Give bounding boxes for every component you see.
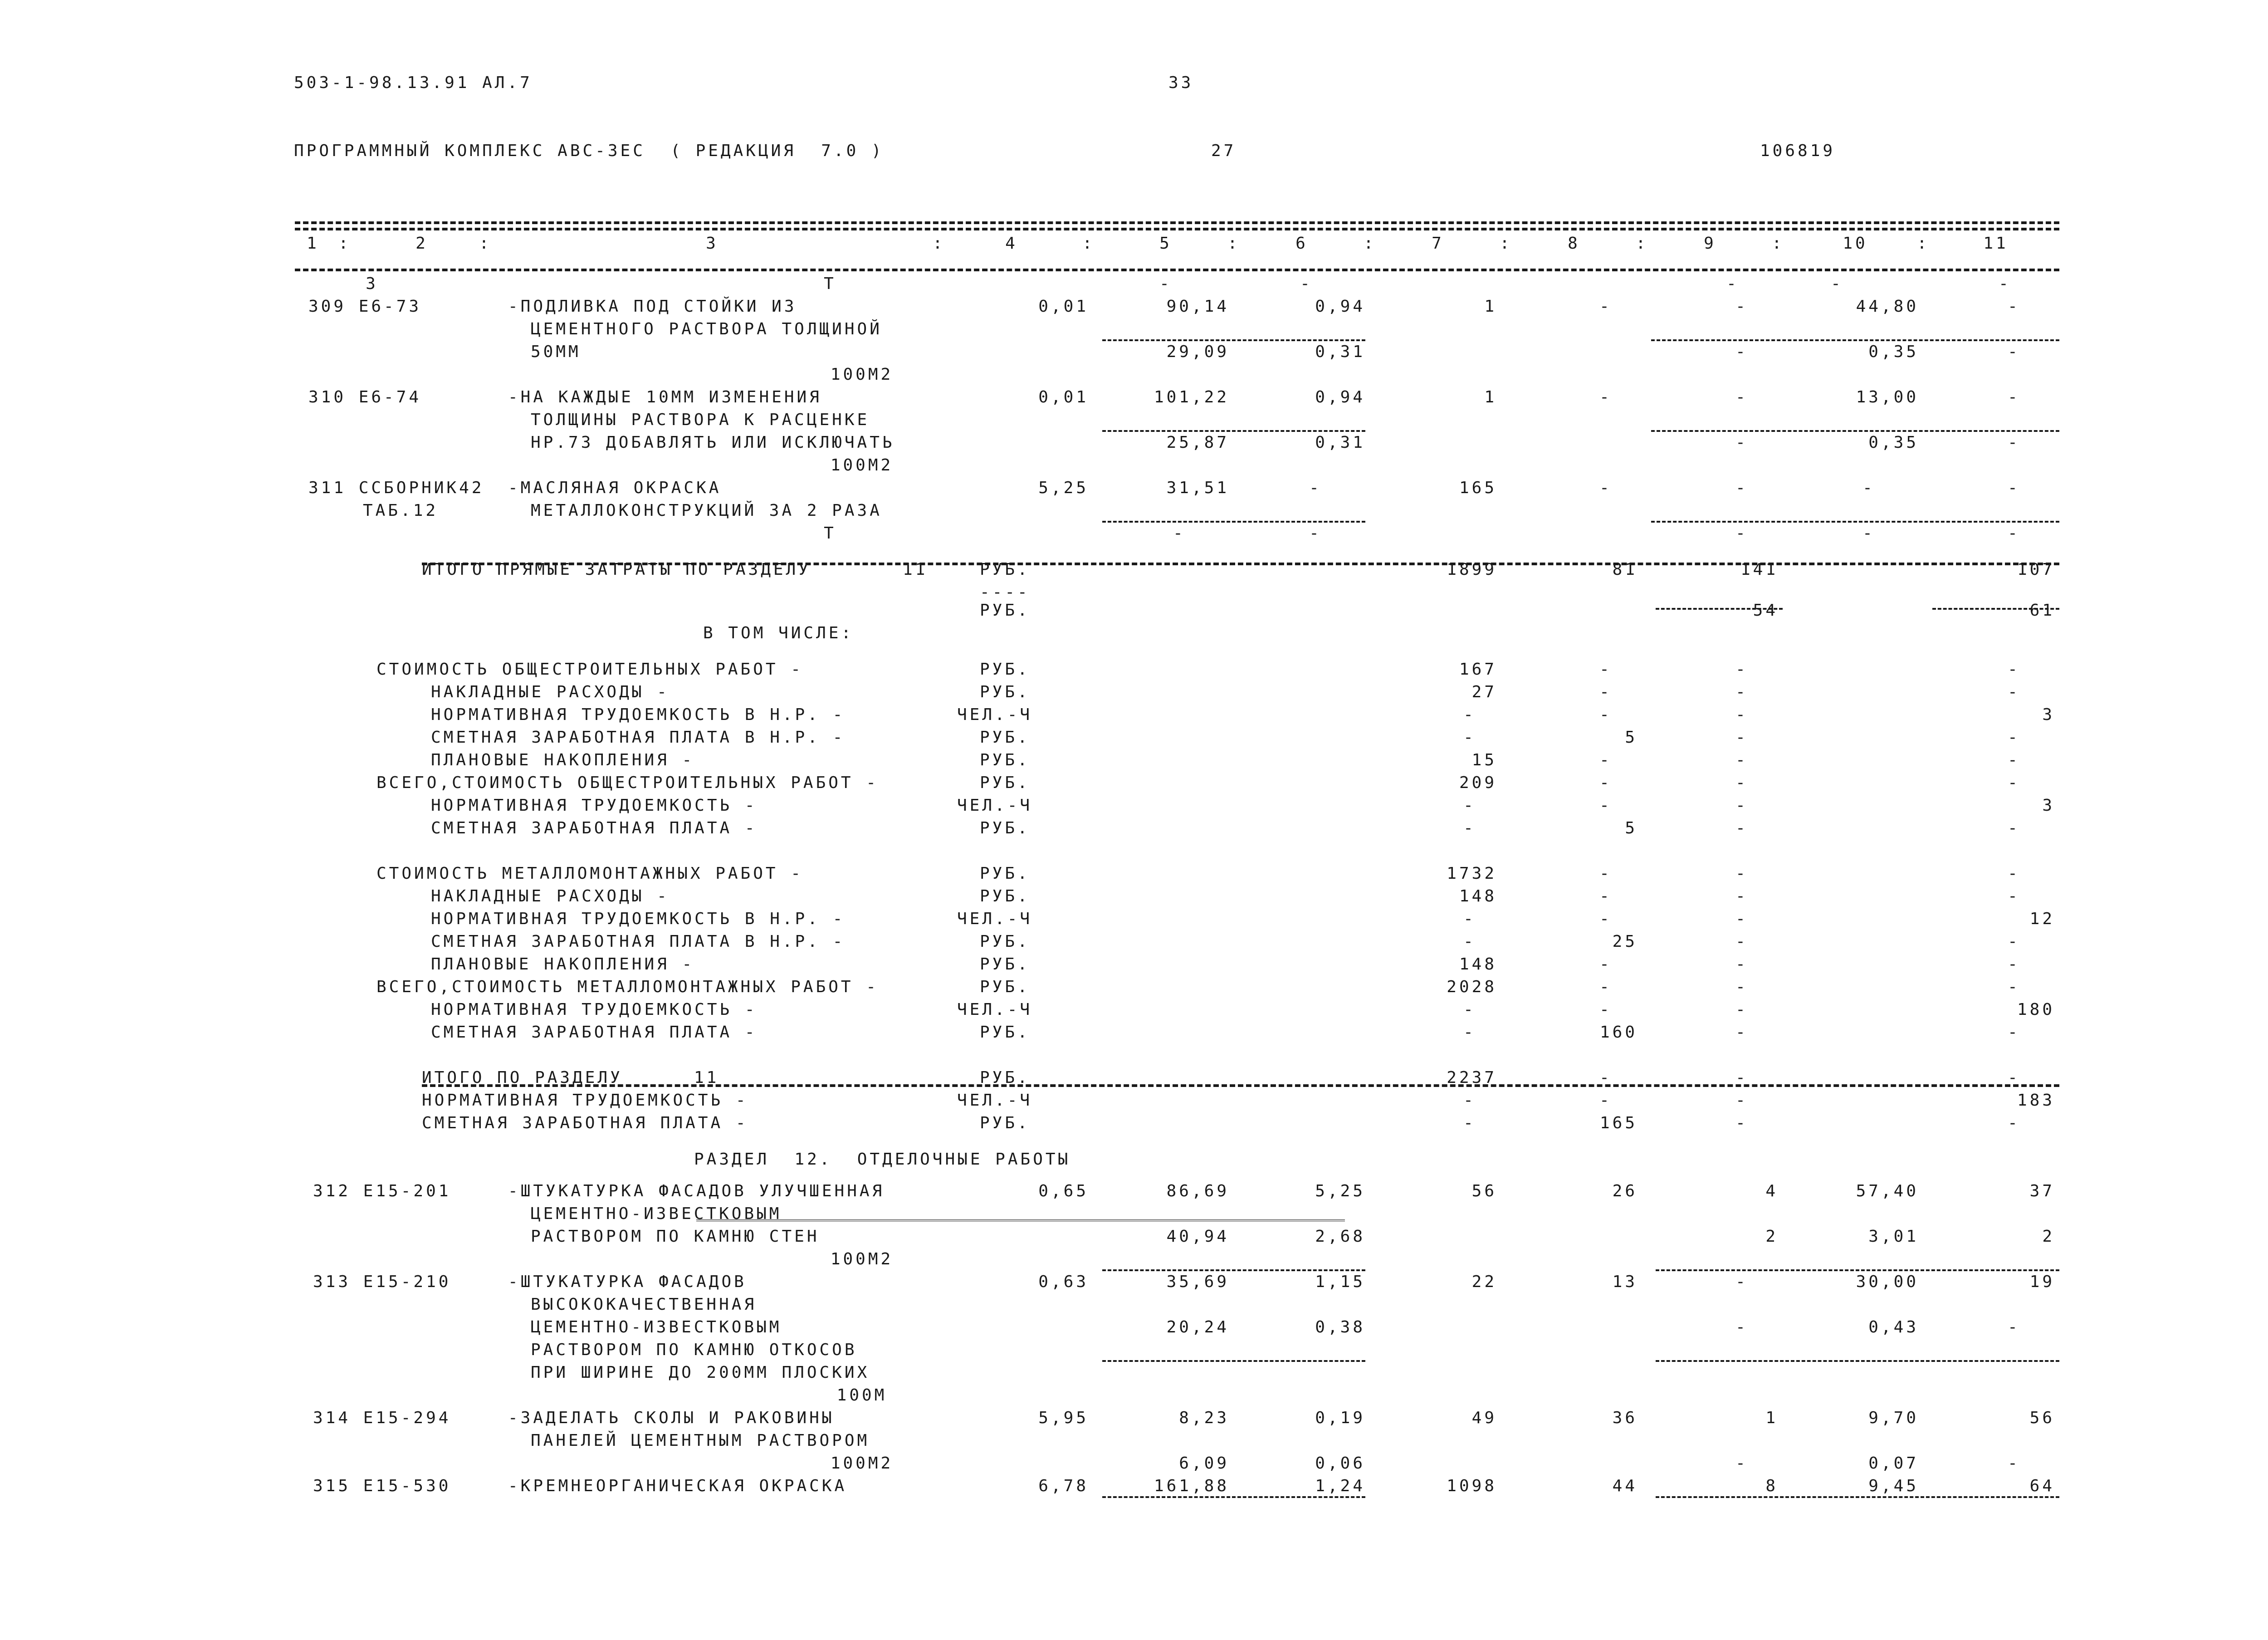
table-cell: ТАБ.12 [363,501,439,520]
table-cell: - [1599,1000,1612,1019]
table-cell: - [2008,728,2020,747]
table-cell: РУБ. [980,660,1030,679]
table-cell: Т [824,524,836,543]
table-cell: - [1599,796,1612,815]
table-cell: 2,68 [1315,1227,1365,1246]
table-cell: - [2008,343,2020,361]
table-cell: 0,06 [1315,1454,1365,1473]
table-cell: - [1735,1454,1748,1473]
table-cell: - [1735,751,1748,769]
table-cell: - [1862,524,1875,543]
table-cell: НОРМАТИВНАЯ ТРУДОЕМКОСТЬ В Н.Р. - [431,910,846,928]
table-cell: РУБ. [980,560,1030,579]
table-cell: - [1735,524,1748,543]
table-cell: - [1463,819,1476,837]
table-cell: 148 [1459,955,1497,974]
column-header-1: 1 [307,234,319,253]
column-header-11: 11 [1983,234,2009,253]
table-cell: - [2008,1454,2020,1473]
table-cell: 165 [1459,479,1497,497]
column-separator: : [1917,234,1930,253]
table-cell: 0,35 [1868,343,1919,361]
table-cell: РУБ. [980,1023,1030,1042]
table-cell: - [2008,683,2020,701]
table-cell: - [2008,932,2020,951]
table-cell: - [1599,297,1612,316]
section-12-underline [696,1219,1345,1224]
table-cell: - [2008,1318,2020,1336]
table-cell: - [2008,773,2020,792]
table-cell: - [1735,683,1748,701]
table-cell: 141 [1740,560,1778,579]
table-cell: 36 [1612,1409,1637,1427]
table-cell: - [1599,887,1612,906]
table-cell: 3 [2042,796,2055,815]
table-cell: НАКЛАДНЫЕ РАСХОДЫ - [431,683,670,701]
table-cell: 44 [1612,1477,1637,1495]
table-cell: РУБ. [980,728,1030,747]
table-cell: 5,25 [1315,1182,1365,1200]
column-separator: : [1636,234,1648,253]
table-cell: - [2008,864,2020,883]
table-cell: ПЛАНОВЫЕ НАКОПЛЕНИЯ - [431,955,695,974]
table-top-rule-2 [295,228,2059,230]
table-cell: - [1599,978,1612,996]
table-cell: 90,14 [1166,297,1229,316]
table-cell: 0,31 [1315,433,1365,452]
table-cell: - [1599,751,1612,769]
table-cell: - [1735,1091,1748,1110]
table-cell: - [2008,751,2020,769]
table-cell: -МАСЛЯНАЯ ОКРАСКА [508,479,722,497]
table-cell: - [1735,932,1748,951]
table-cell: Т [824,274,836,293]
table-cell: ЦЕМЕНТНО-ИЗВЕСТКОВЫМ [531,1204,782,1223]
table-cell: ЦЕМЕНТНО-ИЗВЕСТКОВЫМ [531,1318,782,1336]
table-cell: 311 ССБОРНИК42 [308,479,484,497]
table-cell: РУБ. [980,1068,1030,1087]
table-cell: - [1735,1068,1748,1087]
document-code: 503-1-98.13.91 АЛ.7 [294,73,533,92]
table-cell: ПЛАНОВЫЕ НАКОПЛЕНИЯ - [431,751,695,769]
table-cell: РАЗДЕЛ 12. ОТДЕЛОЧНЫЕ РАБОТЫ [694,1150,1071,1169]
table-cell: 0,01 [1038,297,1089,316]
item-311-divider [1102,521,1365,523]
item-312-divider [1102,1269,1365,1271]
table-cell: - [1463,1000,1476,1019]
table-cell: 9,45 [1868,1477,1919,1495]
table-cell: 9,70 [1868,1409,1919,1427]
table-cell: - [1735,887,1748,906]
table-cell: - [1735,479,1748,497]
item-314-divider-right [1656,1496,2059,1498]
table-cell: - [1599,660,1612,679]
table-cell: ЧЕЛ.-Ч [957,1000,1033,1019]
table-cell: РУБ. [980,601,1030,620]
table-cell: 29,09 [1166,343,1229,361]
table-cell: 0,19 [1315,1409,1365,1427]
column-header-8: 8 [1568,234,1580,253]
table-cell: СМЕТНАЯ ЗАРАБОТНАЯ ПЛАТА В Н.Р. - [431,728,846,747]
table-cell: 13 [1612,1273,1637,1291]
table-cell: 12 [2029,910,2055,928]
table-cell: - [2008,297,2020,316]
table-cell: - [2008,1068,2020,1087]
table-cell: - [1599,955,1612,974]
table-cell: ЧЕЛ.-Ч [957,705,1033,724]
table-cell: СМЕТНАЯ ЗАРАБОТНАЯ ПЛАТА В Н.Р. - [431,932,846,951]
table-cell: ЧЕЛ.-Ч [957,910,1033,928]
table-cell: - [1735,773,1748,792]
table-cell: - [1831,274,1843,293]
table-cell: - [1463,1091,1476,1110]
table-cell: 148 [1459,887,1497,906]
table-cell: ПРИ ШИРИНЕ ДО 200ММ ПЛОСКИХ [531,1363,870,1382]
table-cell: ВСЕГО,СТОИМОСТЬ МЕТАЛЛОМОНТАЖНЫХ РАБОТ - [376,978,879,996]
table-cell: 6,09 [1179,1454,1229,1473]
table-cell: ВСЕГО,СТОИМОСТЬ ОБЩЕСТРОИТЕЛЬНЫХ РАБОТ - [376,773,879,792]
table-cell: В ТОМ ЧИСЛЕ: [703,624,854,642]
table-cell: 100М [836,1386,887,1405]
table-cell: 30,00 [1856,1273,1919,1291]
column-separator: : [1364,234,1376,253]
table-cell: 3 [2042,705,2055,724]
table-cell: 165 [1599,1114,1637,1132]
page-number: 33 [1168,73,1194,92]
table-cell: - [2008,978,2020,996]
table-cell: РУБ. [980,932,1030,951]
table-cell: СМЕТНАЯ ЗАРАБОТНАЯ ПЛАТА - [431,819,758,837]
column-header-4: 4 [1005,234,1018,253]
table-cell: 54 [1753,601,1778,620]
table-cell: ЧЕЛ.-Ч [957,1091,1033,1110]
table-cell: 1 [1484,388,1497,406]
table-cell: 50ММ [531,343,581,361]
table-cell: - [1735,1023,1748,1042]
table-cell: 0,43 [1868,1318,1919,1336]
table-cell: ПАНЕЛЕЙ ЦЕМЕНТНЫМ РАСТВОРОМ [531,1431,870,1450]
table-cell: 1098 [1447,1477,1497,1495]
table-cell: 57,40 [1856,1182,1919,1200]
table-cell: 0,31 [1315,343,1365,361]
table-cell: - [1735,1318,1748,1336]
table-cell: 209 [1459,773,1497,792]
table-cell: - [1309,524,1322,543]
table-cell: 3,01 [1868,1227,1919,1246]
table-cell: 0,38 [1315,1318,1365,1336]
table-cell: - [1159,274,1172,293]
table-cell: 15 [1471,751,1497,769]
table-cell: 183 [2017,1091,2055,1110]
table-cell: 0,63 [1038,1273,1089,1291]
table-cell: - [1735,796,1748,815]
table-cell: - [1735,978,1748,996]
table-cell: -НА КАЖДЫЕ 10ММ ИЗМЕНЕНИЯ [508,388,822,406]
table-cell: - [1599,1068,1612,1087]
table-cell: - [1599,1091,1612,1110]
column-separator: : [338,234,351,253]
table-cell: 64 [2029,1477,2055,1495]
column-separator: : [1772,234,1784,253]
table-cell: - [1463,1114,1476,1132]
column-separator: : [1500,234,1512,253]
table-cell: РУБ. [980,955,1030,974]
table-cell: РУБ. [980,683,1030,701]
table-cell: РУБ. [980,864,1030,883]
table-cell: 20,24 [1166,1318,1229,1336]
table-cell: 35,69 [1166,1273,1229,1291]
table-cell: - [1735,910,1748,928]
table-cell: 2237 [1447,1068,1497,1087]
table-cell: 6,78 [1038,1477,1089,1495]
table-cell: 61 [2029,601,2055,620]
table-cell: 1 [1484,297,1497,316]
table-cell: 314 Е15-294 [313,1409,451,1427]
table-cell: - [1735,705,1748,724]
item-314-divider [1102,1496,1365,1498]
table-cell: 167 [1459,660,1497,679]
table-cell: 5 [1625,819,1637,837]
table-cell: - [1173,524,1186,543]
table-cell: НОРМАТИВНАЯ ТРУДОЕМКОСТЬ В Н.Р. - [431,705,846,724]
table-cell: -ПОДЛИВКА ПОД СТОЙКИ ИЗ [508,297,797,316]
table-cell: 312 Е15-201 [313,1182,451,1200]
table-cell: СМЕТНАЯ ЗАРАБОТНАЯ ПЛАТА - [422,1114,748,1132]
table-cell: - [2008,433,2020,452]
table-cell: - [1999,274,2011,293]
sheet-number: 27 [1211,142,1237,160]
table-cell: НАКЛАДНЫЕ РАСХОДЫ - [431,887,670,906]
item-313-divider-right [1656,1360,2059,1362]
table-cell: 1 [1765,1409,1778,1427]
table-cell: - [2008,887,2020,906]
table-cell: ИТОГО ПО РАЗДЕЛУ [422,1068,623,1087]
item-310-divider-right [1651,430,2059,432]
table-cell: 313 Е15-210 [313,1273,451,1291]
table-cell: - [2008,479,2020,497]
table-cell: - [1735,864,1748,883]
table-cell: 2028 [1447,978,1497,996]
table-cell: - [1463,910,1476,928]
table-cell: 2 [1765,1227,1778,1246]
table-cell: 107 [2017,560,2055,579]
table-cell: - [1599,388,1612,406]
table-cell: - [1463,728,1476,747]
table-cell: 100М2 [830,1454,894,1473]
estimate-code: 106819 [1760,142,1836,160]
table-cell: 44,80 [1856,297,1919,316]
table-cell: 315 Е15-530 [313,1477,451,1495]
table-cell: - [1463,796,1476,815]
table-cell: - [1735,297,1748,316]
table-cell: - [1735,728,1748,747]
table-cell: 1899 [1447,560,1497,579]
table-cell: - [1309,479,1322,497]
table-cell: 40,94 [1166,1227,1229,1246]
table-cell: 25 [1612,932,1637,951]
column-header-7: 7 [1432,234,1444,253]
table-cell: - [1735,433,1748,452]
table-cell: 161,88 [1154,1477,1229,1495]
table-cell: - [2008,1114,2020,1132]
table-cell: - [1726,274,1739,293]
table-cell: 37 [2029,1182,2055,1200]
table-cell: 49 [1471,1409,1497,1427]
table-cell: СТОИМОСТЬ МЕТАЛЛОМОНТАЖНЫХ РАБОТ - [376,864,803,883]
table-cell: 8,23 [1179,1409,1229,1427]
table-cell: РУБ. [980,978,1030,996]
table-cell: - [1599,479,1612,497]
column-separator: : [1082,234,1095,253]
table-cell: 86,69 [1166,1182,1229,1200]
table-cell: - [1463,1023,1476,1042]
item-310-divider [1102,430,1365,432]
table-cell: - [1735,1114,1748,1132]
table-cell: ИТОГО ПРЯМЫЕ ЗАТРАТЫ ПО РАЗДЕЛУ [422,560,811,579]
table-cell: МЕТАЛЛОКОНСТРУКЦИЙ ЗА 2 РАЗА [531,501,882,520]
table-cell: 31,51 [1166,479,1229,497]
table-cell: - [2008,1023,2020,1042]
item-313-divider [1102,1360,1365,1362]
table-cell: СМЕТНАЯ ЗАРАБОТНАЯ ПЛАТА - [431,1023,758,1042]
table-cell: 19 [2029,1273,2055,1291]
table-cell: ТОЛЩИНЫ РАСТВОРА К РАСЦЕНКЕ [531,411,870,429]
table-cell: 11 [694,1068,719,1087]
table-cell: 0,94 [1315,388,1365,406]
table-cell: -ЗАДЕЛАТЬ СКОЛЫ И РАКОВИНЫ [508,1409,835,1427]
table-cell: - [2008,955,2020,974]
table-cell: ВЫСОКОКАЧЕСТВЕННАЯ [531,1295,757,1314]
table-cell: 11 [903,560,928,579]
table-cell: - [1735,1000,1748,1019]
column-header-2: 2 [415,234,428,253]
table-cell: - [1735,388,1748,406]
table-cell: СТОИМОСТЬ ОБЩЕСТРОИТЕЛЬНЫХ РАБОТ - [376,660,803,679]
table-cell: 26 [1612,1182,1637,1200]
table-cell: - [2008,524,2020,543]
table-cell: -ШТУКАТУРКА ФАСАДОВ [508,1273,747,1291]
table-cell: НОРМАТИВНАЯ ТРУДОЕМКОСТЬ - [422,1091,748,1110]
column-separator: : [479,234,492,253]
table-cell: РУБ. [980,773,1030,792]
program-title: ПРОГРАММНЫЙ КОМПЛЕКС АВС-ЗЕС ( РЕДАКЦИЯ 7.0 ) [294,142,884,160]
table-cell: 100М2 [830,1250,894,1268]
table-cell: - [1599,705,1612,724]
table-cell: РАСТВОРОМ ПО КАМНЮ СТЕН [531,1227,820,1246]
table-cell: - [1599,773,1612,792]
table-cell: 0,35 [1868,433,1919,452]
table-cell: 56 [1471,1182,1497,1200]
table-cell: 56 [2029,1409,2055,1427]
table-cell: - [2008,819,2020,837]
table-cell: 81 [1612,560,1637,579]
item-309-divider-right [1651,339,2059,341]
table-cell: - [1463,705,1476,724]
column-separator: : [1227,234,1240,253]
table-cell: 1,24 [1315,1477,1365,1495]
table-cell: 22 [1471,1273,1497,1291]
table-cell: НОРМАТИВНАЯ ТРУДОЕМКОСТЬ - [431,1000,758,1019]
table-cell: - [1599,910,1612,928]
table-cell: 13,00 [1856,388,1919,406]
item-311-divider-right [1651,521,2059,523]
table-cell: 5 [1625,728,1637,747]
table-cell: - [1735,1273,1748,1291]
table-cell: 101,22 [1154,388,1229,406]
column-header-9: 9 [1704,234,1716,253]
table-cell: - [1735,819,1748,837]
table-cell: - [1862,479,1875,497]
table-cell: - [1300,274,1313,293]
table-cell: 310 Е6-74 [308,388,422,406]
table-cell: РУБ. [980,887,1030,906]
table-cell: 27 [1471,683,1497,701]
table-cell: 4 [1765,1182,1778,1200]
table-cell: - [1735,343,1748,361]
table-cell: - [1599,864,1612,883]
table-cell: НР.73 ДОБАВЛЯТЬ ИЛИ ИСКЛЮЧАТЬ [531,433,895,452]
table-cell: ---- [980,583,1030,602]
table-cell: 100М2 [830,365,894,384]
table-cell: 1732 [1447,864,1497,883]
table-cell: -ШТУКАТУРКА ФАСАДОВ УЛУЧШЕННАЯ [508,1182,885,1200]
column-header-6: 6 [1295,234,1308,253]
table-cell: РУБ. [980,819,1030,837]
table-cell: 0,01 [1038,388,1089,406]
item-309-divider [1102,339,1365,341]
table-cell: 0,07 [1868,1454,1919,1473]
table-cell: 2 [2042,1227,2055,1246]
table-cell: 8 [1765,1477,1778,1495]
table-cell: ЧЕЛ.-Ч [957,796,1033,815]
column-header-10: 10 [1843,234,1868,253]
table-cell: НОРМАТИВНАЯ ТРУДОЕМКОСТЬ - [431,796,758,815]
table-cell: 0,65 [1038,1182,1089,1200]
table-cell: 180 [2017,1000,2055,1019]
table-cell: - [1735,660,1748,679]
column-separator: : [933,234,945,253]
table-cell: 309 Е6-73 [308,297,422,316]
column-header-5: 5 [1159,234,1172,253]
table-cell: -КРЕМНЕОРГАНИЧЕСКАЯ ОКРАСКА [508,1477,847,1495]
table-cell: 5,25 [1038,479,1089,497]
table-cell: ЦЕМЕНТНОГО РАСТВОРА ТОЛЩИНОЙ [531,320,882,338]
table-cell: - [1599,683,1612,701]
table-cell: - [2008,388,2020,406]
table-cell: 160 [1599,1023,1637,1042]
table-cell: 100М2 [830,456,894,475]
table-top-rule [295,221,2059,224]
table-cell: 0,94 [1315,297,1365,316]
column-header-rule [295,269,2059,271]
table-cell: 5,95 [1038,1409,1089,1427]
table-cell: РАСТВОРОМ ПО КАМНЮ ОТКОСОВ [531,1341,857,1359]
column-header-3: 3 [706,234,719,253]
table-cell: - [1463,932,1476,951]
table-cell: - [1735,955,1748,974]
table-cell: 25,87 [1166,433,1229,452]
item-312-divider-right [1656,1269,2059,1271]
table-cell: 1,15 [1315,1273,1365,1291]
table-cell: РУБ. [980,1114,1030,1132]
table-cell: - [2008,660,2020,679]
table-cell: РУБ. [980,751,1030,769]
table-cell: 3 [366,274,378,293]
